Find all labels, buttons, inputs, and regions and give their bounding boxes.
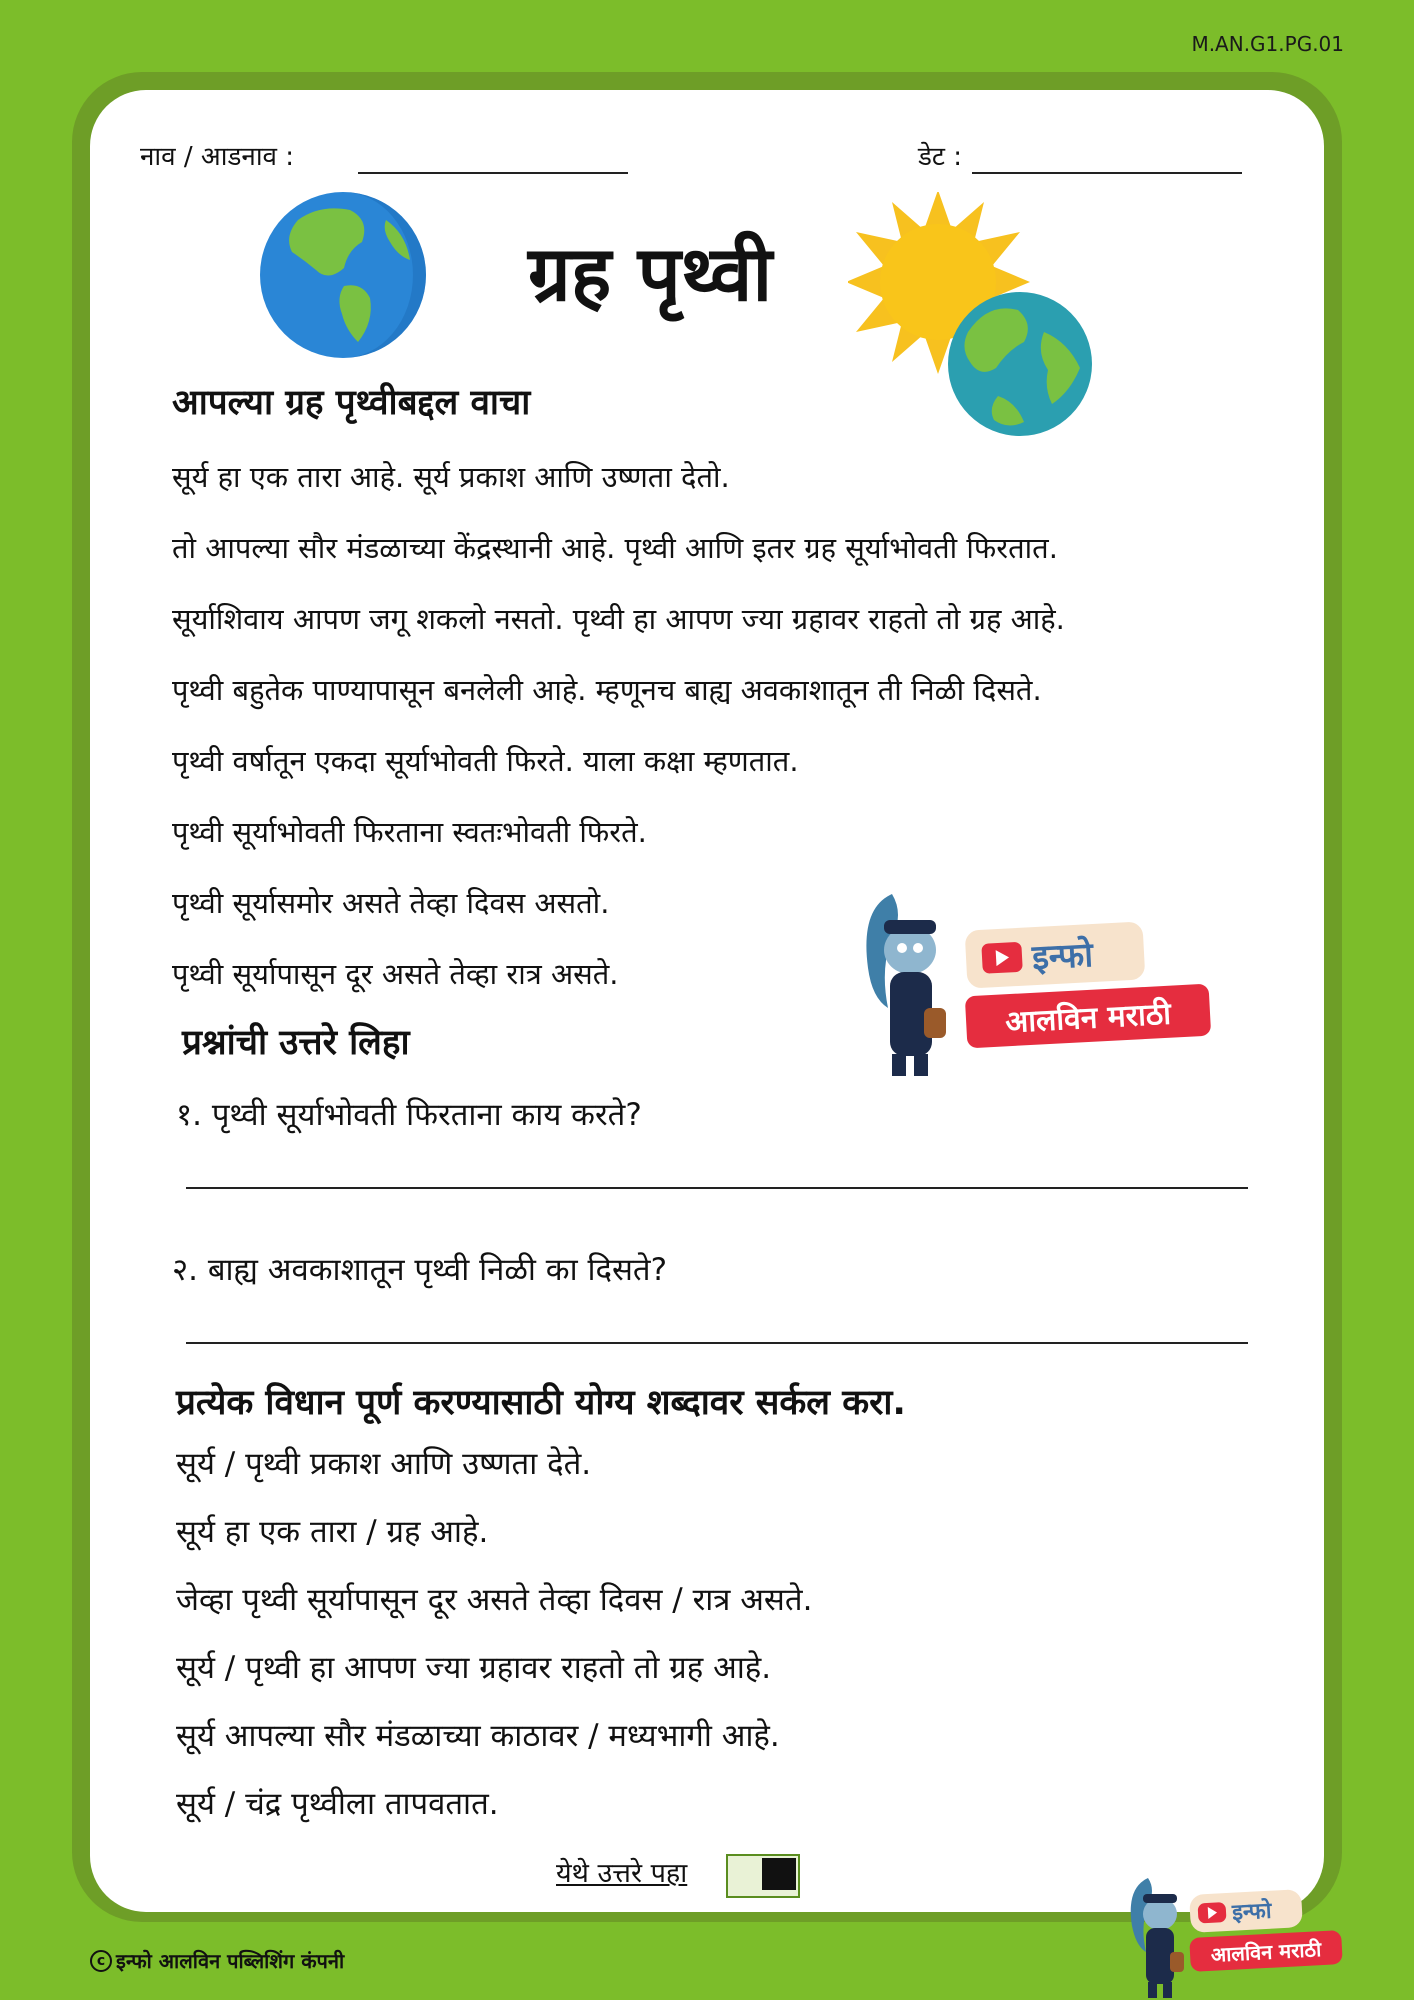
- copyright: c इन्फो आलविन पब्लिशिंग कंपनी: [90, 1947, 344, 1974]
- brand-logo-banner: आलविन मराठी: [965, 984, 1211, 1049]
- reading-line-1: सूर्य हा एक तारा आहे. सूर्य प्रकाश आणि उष्णता देतो.: [172, 460, 730, 494]
- youtube-play-small-icon: [1198, 1902, 1227, 1923]
- answer-sheet-thumbnail[interactable]: [726, 1854, 800, 1898]
- document-code: M.AN.G1.PG.01: [1191, 32, 1344, 56]
- info-logo-badge: इन्फो: [965, 921, 1146, 988]
- sun-earth-icon: [848, 192, 1098, 442]
- circle-item-2[interactable]: सूर्य हा एक तारा / ग्रह आहे.: [176, 1514, 489, 1550]
- reading-line-8: पृथ्वी सूर्यापासून दूर असते तेव्हा रात्र असते.: [172, 957, 619, 991]
- circle-item-4[interactable]: सूर्य / पृथ्वी हा आपण ज्या ग्रहावर राहतो तो ग्रह आहे.: [176, 1650, 772, 1686]
- copyright-icon: c: [90, 1950, 112, 1972]
- reading-line-7: पृथ्वी सूर्यासमोर असते तेव्हा दिवस असतो.: [172, 886, 610, 920]
- squirrel-mascot-small-icon: [1128, 1874, 1194, 2000]
- question-2: २. बाह्य अवकाशातून पृथ्वी निळी का दिसते?: [172, 1252, 668, 1288]
- reading-line-6: पृथ्वी सूर्याभोवती फिरताना स्वतःभोवती फिरते.: [172, 815, 647, 849]
- earth-globe-icon: [258, 190, 428, 360]
- name-label: नाव / आडनाव :: [140, 142, 295, 172]
- page-title: ग्रह पृथ्वी: [528, 229, 773, 318]
- name-field-line[interactable]: [358, 172, 628, 174]
- reading-heading: आपल्या ग्रह पृथ्वीबद्दल वाचा: [172, 383, 531, 423]
- reading-line-4: पृथ्वी बहुतेक पाण्यापासून बनलेली आहे. म्हणूनच बाह्य अवकाशातून ती निळी दिसते.: [172, 673, 1042, 707]
- brand-logo-small-banner: आलविन मराठी: [1189, 1930, 1343, 1972]
- circle-item-3[interactable]: जेव्हा पृथ्वी सूर्यापासून दूर असते तेव्हा दिवस / रात्र असते.: [176, 1582, 813, 1618]
- reading-line-5: पृथ्वी वर्षातून एकदा सूर्याभोवती फिरते. याला कक्षा म्हणतात.: [172, 744, 799, 778]
- circle-item-1[interactable]: सूर्य / पृथ्वी प्रकाश आणि उष्णता देते.: [176, 1446, 592, 1482]
- reading-line-3: सूर्याशिवाय आपण जगू शकलो नसतो. पृथ्वी हा आपण ज्या ग्रहावर राहतो तो ग्रह आहे.: [172, 602, 1065, 636]
- reading-line-2: तो आपल्या सौर मंडळाच्या केंद्रस्थानी आहे. पृथ्वी आणि इतर ग्रह सूर्याभोवती फिरतात.: [172, 531, 1058, 565]
- circle-heading: प्रत्येक विधान पूर्ण करण्यासाठी योग्य शब्दावर सर्कल करा.: [176, 1383, 906, 1423]
- circle-item-5[interactable]: सूर्य आपल्या सौर मंडळाच्या काठावर / मध्यभागी आहे.: [176, 1718, 780, 1754]
- answer-line-2[interactable]: [186, 1342, 1248, 1344]
- circle-item-6[interactable]: सूर्य / चंद्र पृथ्वीला तापवतात.: [176, 1786, 499, 1822]
- answers-link[interactable]: येथे उत्तरे पहा: [556, 1858, 688, 1889]
- answer-line-1[interactable]: [186, 1187, 1248, 1189]
- youtube-play-icon: [981, 942, 1023, 974]
- info-logo-small-badge: इन्फो: [1189, 1889, 1303, 1933]
- date-label: डेट :: [918, 142, 963, 172]
- question-1: १. पृथ्वी सूर्याभोवती फिरताना काय करते?: [176, 1097, 642, 1133]
- questions-heading: प्रश्नांची उत्तरे लिहा: [182, 1023, 410, 1063]
- squirrel-mascot-icon: [862, 888, 962, 1088]
- date-field-line[interactable]: [972, 172, 1242, 174]
